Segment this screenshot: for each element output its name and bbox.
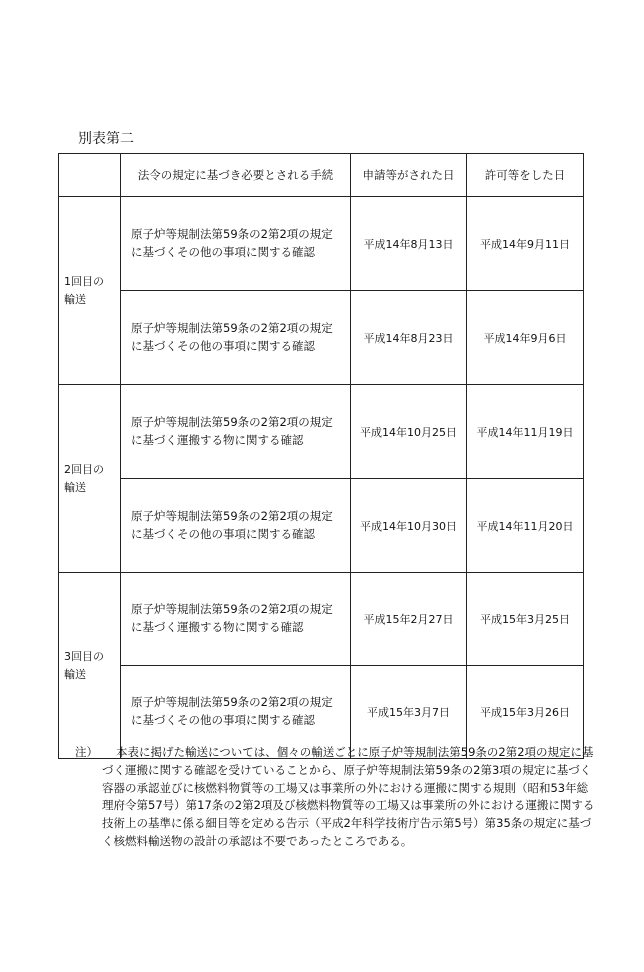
approved-date-cell: 平成15年3月26日: [467, 666, 584, 759]
procedure-line: に基づくその他の事項に関する確認: [131, 244, 315, 259]
applied-date-cell: 平成14年8月13日: [351, 197, 467, 291]
procedure-line: 原子炉等規制法第59条の2第2項の規定: [131, 414, 333, 429]
header-approved-date: 許可等をした日: [467, 154, 584, 197]
group-label-line: 輸送: [64, 292, 86, 306]
approved-date-cell: 平成14年11月19日: [467, 385, 584, 479]
footnote-mark: 注）: [75, 745, 98, 759]
group-label-1: [59, 197, 121, 385]
procedure-line: に基づく運搬する物に関する確認: [131, 432, 304, 447]
procedure-line: 原子炉等規制法第59条の2第2項の規定: [131, 320, 333, 335]
header-applied-date: 申請等がされた日: [351, 154, 467, 197]
approved-date-cell: 平成15年3月25日: [467, 573, 584, 666]
procedure-cell: [121, 385, 351, 479]
applied-date-cell: 平成15年2月27日: [351, 573, 467, 666]
table-row: [59, 385, 584, 479]
header-group: [59, 154, 121, 197]
procedure-line: に基づく運搬する物に関する確認: [131, 620, 304, 634]
group-label-line: 3回目の: [64, 649, 104, 663]
approved-date-cell: 平成14年9月11日: [467, 197, 584, 291]
approved-date-cell: 平成14年9月6日: [467, 291, 584, 385]
table-title: 別表第二: [78, 131, 134, 147]
procedure-line: に基づくその他の事項に関する確認: [131, 338, 315, 353]
procedure-cell: [121, 197, 351, 291]
procedure-cell: [121, 479, 351, 573]
applied-date-cell: 平成14年10月30日: [351, 479, 467, 573]
footnote: [75, 744, 595, 851]
approved-date-cell: 平成14年11月20日: [467, 479, 584, 573]
header-row: [59, 154, 584, 197]
applied-date-cell: 平成14年8月23日: [351, 291, 467, 385]
procedure-cell: [121, 291, 351, 385]
procedure-line: に基づくその他の事項に関する確認: [131, 713, 315, 727]
procedure-line: 原子炉等規制法第59条の2第2項の規定: [131, 695, 333, 710]
schedule-table: [58, 153, 584, 759]
procedure-line: に基づくその他の事項に関する確認: [131, 526, 315, 541]
group-label-line: 2回目の: [64, 462, 104, 476]
applied-date-cell: 平成14年10月25日: [351, 385, 467, 479]
procedure-line: 原子炉等規制法第59条の2第2項の規定: [131, 602, 333, 617]
group-label-line: 輸送: [64, 667, 86, 681]
group-label-line: 1回目の: [64, 274, 104, 288]
procedure-line: 原子炉等規制法第59条の2第2項の規定: [131, 226, 333, 241]
group-label-2: [59, 385, 121, 573]
procedure-line: 原子炉等規制法第59条の2第2項の規定: [131, 508, 333, 523]
table-row: [59, 291, 584, 385]
table-row: [59, 573, 584, 666]
header-procedure: 法令の規定に基づき必要とされる手続: [121, 154, 351, 197]
table-row: [59, 197, 584, 291]
footnote-text: 本表に掲げた輸送については、個々の輸送ごとに原子炉等規制法第59条の2第2項の規定に基づく運搬に関する確認を受けていることから、原子炉等規制法第59条の2第3項の規定に基づく容器の承認並びに核燃料物質等の工場又は事業所の外における運搬に関する規則（昭和53年総理府令第57号）第17条の2第2項及び核燃料物質等の工場又は事業所の外における運搬に関する技術上の基準に係る細目等を定める告示（平成2年科学技術庁告示第5号）第35条の規定に基づく核燃料輸送物の設計の承認は不要であったところである。: [102, 745, 595, 849]
procedure-cell: [121, 573, 351, 666]
applied-date-cell: 平成15年3月7日: [351, 666, 467, 759]
group-label-3: [59, 573, 121, 759]
group-label-line: 輸送: [64, 480, 86, 494]
table-row: [59, 479, 584, 573]
